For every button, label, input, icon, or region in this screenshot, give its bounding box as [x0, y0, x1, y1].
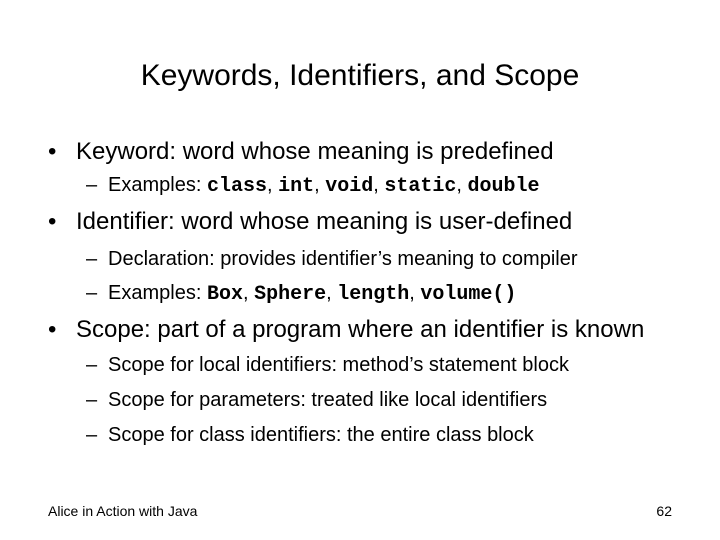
- sub-keyword-examples: – Examples: class, int, void, static, double: [86, 174, 540, 198]
- code-keyword: void: [325, 175, 374, 198]
- bullet-keyword: [48, 137, 554, 167]
- scope-item-text: Scope for parameters: treated like local identifiers: [108, 389, 548, 411]
- bullet-scope-text: Scope: part of a program where an identifier is known: [76, 316, 645, 343]
- code-identifier: Box: [206, 283, 243, 306]
- sub-marker: –: [86, 248, 98, 270]
- examples-label: Examples:: [108, 174, 207, 196]
- bullet-identifier: [48, 207, 572, 237]
- code-keyword: static: [384, 175, 457, 198]
- scope-item-text: Scope for class identifiers: the entire class block: [108, 424, 534, 446]
- sub-marker: –: [86, 389, 98, 411]
- bullet-marker: •: [48, 316, 57, 343]
- sub-marker: –: [86, 282, 98, 304]
- code-keyword: class: [206, 175, 267, 198]
- bullet-keyword-text: Keyword: word whose meaning is predefined: [76, 138, 554, 165]
- code-identifier: volume(): [420, 283, 517, 306]
- sub-marker: –: [86, 354, 98, 376]
- code-identifier: Sphere: [254, 283, 327, 306]
- sub-scope-item: [86, 387, 547, 413]
- bullet-scope: [48, 315, 644, 345]
- sub-scope-item: [86, 352, 569, 378]
- declaration-text: Declaration: provides identifier’s meaning to compiler: [108, 248, 578, 270]
- sub-identifier-examples: – Examples: Box, Sphere, length, volume(): [86, 282, 517, 306]
- sub-scope-item: [86, 422, 534, 448]
- footer-page-number: 62: [656, 503, 672, 519]
- code-keyword: int: [278, 175, 315, 198]
- scope-item-text: Scope for local identifiers: method’s statement block: [108, 354, 569, 376]
- sub-marker: –: [86, 424, 98, 446]
- code-identifier: length: [337, 283, 410, 306]
- bullet-identifier-text: Identifier: word whose meaning is user-defined: [76, 208, 573, 235]
- sub-marker: –: [86, 174, 98, 196]
- slide-title: Keywords, Identifiers, and Scope: [140, 59, 580, 92]
- examples-label: Examples:: [108, 282, 207, 304]
- bullet-marker: •: [48, 208, 57, 235]
- footer-course-title: Alice in Action with Java: [48, 503, 198, 519]
- sub-declaration: [86, 246, 578, 272]
- code-keyword: double: [467, 175, 540, 198]
- bullet-marker: •: [48, 138, 57, 165]
